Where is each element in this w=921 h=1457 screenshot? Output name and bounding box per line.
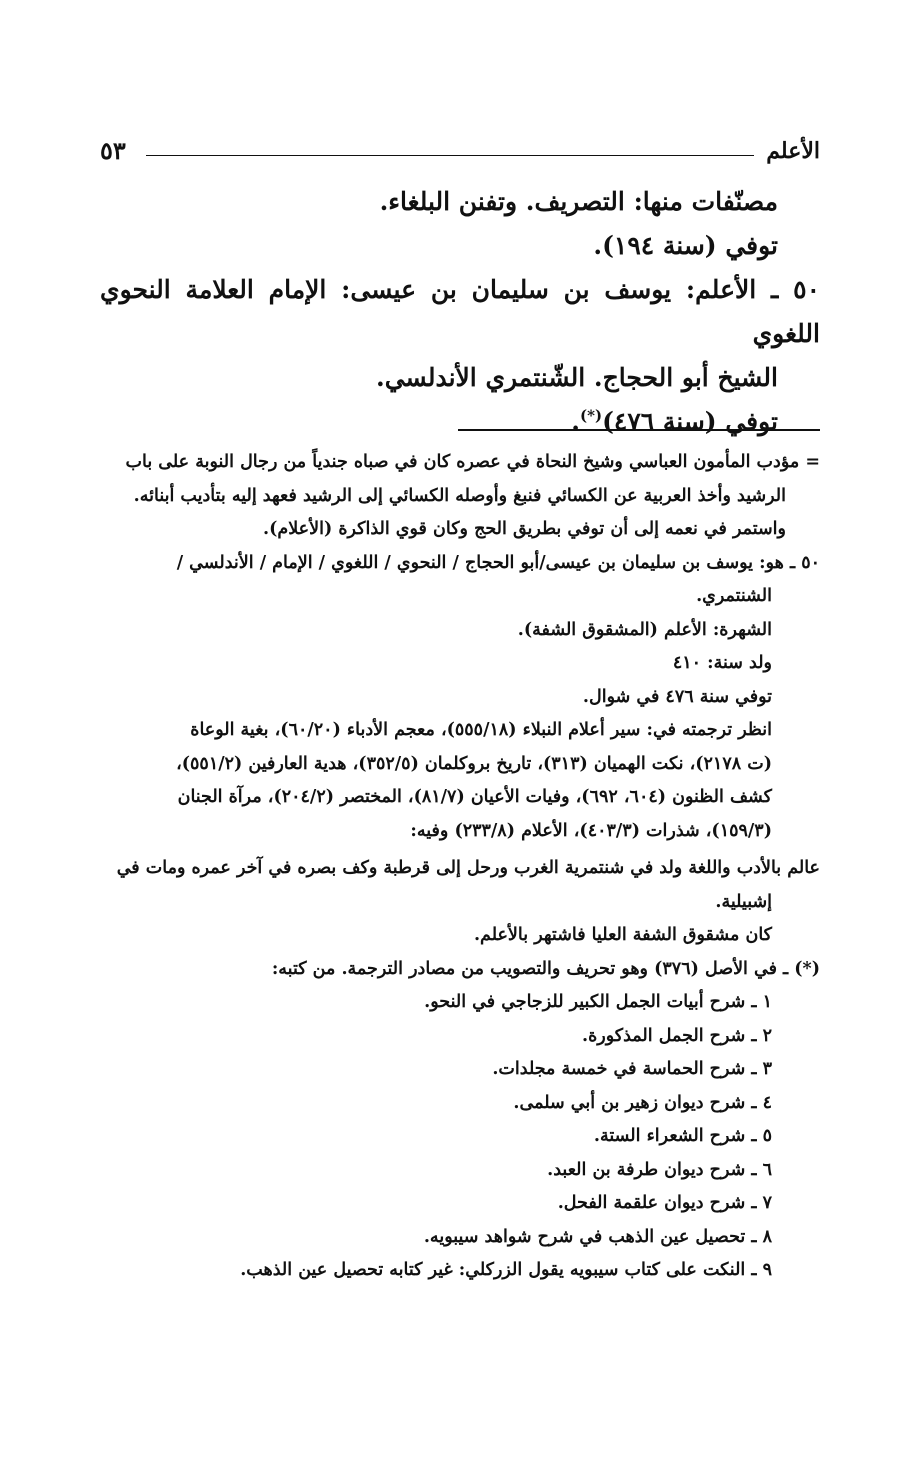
list-item: ٣ ـ شرح الحماسة في خمسة مجلدات. [492,1059,772,1079]
entry-50-heading: ٥٠ ـ الأعلم: يوسف بن سليمان بن عيسى: الإمام العلامة النحوي اللغوي [100,275,820,348]
header-rule [146,155,754,156]
death-line: توفي (سنة ١٩٤). [593,231,778,260]
list-item: ٤ ـ شرح ديوان زهير بن أبي سلمى. [513,1092,772,1113]
note-sources-line-1: انظر ترجمته في: سير أعلام النبلاء (٥٥٥/١٨)، معجم الأدباء (٦٠/٢٠)، بغية الوعاة [190,720,772,740]
note-continuation-line-2: الرشيد وأخذ العربية عن الكسائي فنبغ وأوصله الكسائي إلى الرشيد فعهد إليه بتأديب أبنائه. [133,485,786,506]
note-continuation-line-3: واستمر في نعمه إلى أن توفي بطريق الحج وكان قوي الذاكرة (الأعلام). [263,519,786,539]
page-number: ٥٣ [100,136,126,165]
note-born: ولد سنة: ٤١٠ [672,653,772,673]
list-item: ٥ ـ شرح الشعراء الستة. [593,1126,772,1146]
footnotes [100,446,820,1288]
note-sources-line-3: كشف الظنون (٦٠٤، ٦٩٢)، وفيات الأعيان (٨١/٧)، المختصر (٢٠٤/٢)، مرآة الجنان [177,787,772,807]
page-header [100,138,820,168]
list-item: ٨ ـ تحصيل عين الذهب في شرح شواهد سيبويه. [423,1226,772,1247]
list-item: ٢ ـ شرح الجمل المذكورة. [582,1025,772,1046]
running-title: الأعلم [766,138,820,164]
note-sources-line-4: (١٥٩/٣)، شذرات (٤٠٣/٣)، الأعلام (٢٣٣/٨) وفيه: [410,820,772,841]
note-died: توفي سنة ٤٧٦ في شوال. [582,686,772,707]
note-50-line-2: الشنتمري. [696,586,772,606]
entry-50-death-text: توفي (سنة ٤٧٦) [602,407,778,436]
main-text [100,180,820,444]
list-item: ٦ ـ شرح ديوان طرفة بن العبد. [547,1159,772,1180]
entry-50-death-line [100,400,820,444]
entry-50-period: . [571,407,581,436]
footnote-marker: (*) [580,406,603,425]
list-item: ٧ ـ شرح ديوان علقمة الفحل. [557,1193,772,1213]
list-item: ٩ ـ النكت على كتاب سيبويه يقول الزركلي: غير كتابه تحصيل عين الذهب. [240,1260,772,1280]
note-continuation-line-1: = مؤدب المأمون العباسي وشيخ النحاة في عصره كان في صباه جندياً من رجال النوبة على باب [125,452,820,472]
note-fame: الشهرة: الأعلم (المشقوق الشفة). [517,619,772,640]
entry-50-line-2: الشيخ أبو الحجاج. الشّنتمري الأندلسي. [376,363,778,392]
footnote-separator [458,429,820,431]
note-star: (*) ـ في الأصل (٣٧٦) وهو تحريف والتصويب من مصادر الترجمة. من كتبه: [271,958,820,979]
note-sources-line-2: (ت ٢١٧٨)، نكت الهميان (٣١٣)، تاريخ بروكلمان (٣٥٢/٥)، هدية العارفين (٥٥١/٢)، [176,753,772,774]
works-line: مصنّفات منها: التصريف. وتفنن البلغاء. [379,187,778,216]
note-bio-line-1: عالم بالأدب واللغة ولد في شنتمرية الغرب ورحل إلى قرطبة وكف بصره في آخر عمره ومات في [116,858,820,878]
note-bio-line-3: كان مشقوق الشفة العليا فاشتهر بالأعلم. [473,925,772,945]
books-list [100,986,820,1288]
note-bio-line-2: إشبيلية. [715,891,772,912]
list-item: ١ ـ شرح أبيات الجمل الكبير للزجاجي في النحو. [424,992,772,1012]
note-50-line-1: ٥٠ ـ هو: يوسف بن سليمان بن عيسى/أبو الحجاج / النحوي / اللغوي / الإمام / الأندلسي / [176,552,820,573]
